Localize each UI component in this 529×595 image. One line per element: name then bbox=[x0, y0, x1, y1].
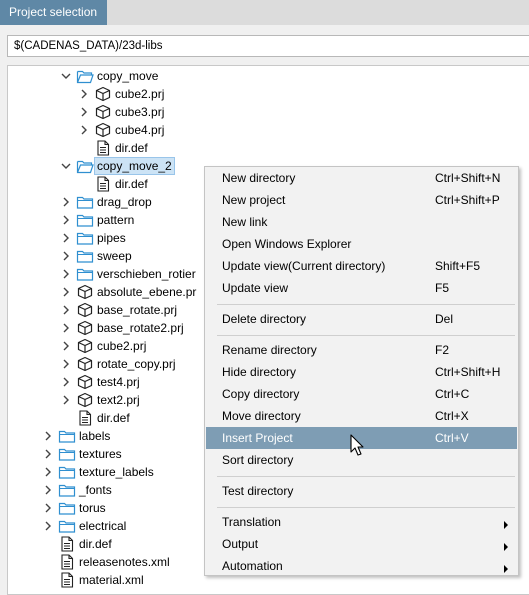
menu-item-new-directory[interactable] bbox=[206, 167, 517, 189]
file-icon bbox=[58, 572, 76, 588]
menu-item-test-directory[interactable] bbox=[206, 480, 517, 502]
tree-item-label: cube2.prj bbox=[115, 87, 165, 101]
folder-icon bbox=[58, 428, 76, 444]
project-icon bbox=[94, 104, 112, 120]
menu-item-label: Update view(Current directory) bbox=[222, 259, 386, 273]
menu-item-shortcut: Ctrl+Shift+H bbox=[435, 365, 501, 379]
menu-item-label: Move directory bbox=[222, 409, 301, 423]
tree-item-label: base_rotate2.prj bbox=[97, 321, 184, 335]
chevron-right-icon[interactable] bbox=[59, 248, 73, 264]
submenu-arrow-icon bbox=[503, 518, 509, 532]
file-icon bbox=[94, 140, 112, 156]
tree-item[interactable] bbox=[8, 67, 529, 85]
chevron-right-icon[interactable] bbox=[77, 104, 91, 120]
folder-icon bbox=[76, 212, 94, 228]
tree-item-label: pipes bbox=[97, 231, 126, 245]
context-menu bbox=[204, 166, 519, 576]
menu-item-label: Copy directory bbox=[222, 387, 300, 401]
folder-icon bbox=[76, 266, 94, 282]
menu-item-shortcut: F5 bbox=[435, 281, 450, 295]
menu-item-label: Test directory bbox=[222, 484, 294, 498]
project-icon bbox=[76, 320, 94, 336]
menu-item-move-directory[interactable] bbox=[206, 405, 517, 427]
folder-open-icon bbox=[76, 158, 94, 174]
tree-item-label: drag_drop bbox=[97, 195, 152, 209]
folder-icon bbox=[58, 500, 76, 516]
chevron-right-icon[interactable] bbox=[41, 446, 55, 462]
file-icon bbox=[58, 554, 76, 570]
chevron-right-icon[interactable] bbox=[77, 122, 91, 138]
chevron-right-icon[interactable] bbox=[59, 284, 73, 300]
tree-item-label: dir.def bbox=[115, 141, 148, 155]
chevron-right-icon[interactable] bbox=[59, 302, 73, 318]
chevron-right-icon[interactable] bbox=[59, 374, 73, 390]
menu-item-new-link[interactable] bbox=[206, 211, 517, 233]
menu-item-shortcut: Ctrl+V bbox=[435, 431, 469, 445]
folder-icon bbox=[76, 248, 94, 264]
project-icon bbox=[76, 356, 94, 372]
chevron-down-icon[interactable] bbox=[59, 68, 73, 84]
tree-item-label: test4.prj bbox=[97, 375, 140, 389]
menu-item-rename-directory[interactable] bbox=[206, 339, 517, 361]
menu-item-label: Hide directory bbox=[222, 365, 297, 379]
chevron-right-icon[interactable] bbox=[41, 464, 55, 480]
folder-icon bbox=[58, 464, 76, 480]
tree-item-label: torus bbox=[79, 501, 106, 515]
file-icon bbox=[76, 410, 94, 426]
tree-item-label: textures bbox=[79, 447, 122, 461]
chevron-down-icon[interactable] bbox=[59, 158, 73, 174]
tab-project-selection[interactable]: Project selection bbox=[0, 0, 107, 25]
tree-item-label: absolute_ebene.pr bbox=[97, 285, 197, 299]
tree-item-label: verschieben_rotier bbox=[97, 267, 196, 281]
folder-icon bbox=[76, 230, 94, 246]
tree-item-label: cube3.prj bbox=[115, 105, 165, 119]
project-icon bbox=[94, 86, 112, 102]
menu-item-label: Output bbox=[222, 537, 259, 551]
folder-icon bbox=[58, 446, 76, 462]
menu-item-copy-directory[interactable] bbox=[206, 383, 517, 405]
chevron-right-icon[interactable] bbox=[41, 518, 55, 534]
tree-item[interactable] bbox=[8, 103, 529, 121]
chevron-right-icon[interactable] bbox=[59, 356, 73, 372]
chevron-right-icon[interactable] bbox=[77, 86, 91, 102]
folder-icon bbox=[76, 194, 94, 210]
mouse-cursor-icon bbox=[350, 434, 366, 458]
chevron-right-icon[interactable] bbox=[59, 194, 73, 210]
menu-item-label: Insert Project bbox=[222, 431, 293, 445]
tree-item-label: dir.def bbox=[115, 177, 148, 191]
menu-item-shortcut: Shift+F5 bbox=[435, 259, 481, 273]
menu-item-label: New link bbox=[222, 215, 268, 229]
menu-separator bbox=[217, 335, 515, 336]
menu-item-label: New directory bbox=[222, 171, 296, 185]
chevron-right-icon[interactable] bbox=[59, 212, 73, 228]
tree-item-label: material.xml bbox=[79, 573, 144, 587]
menu-item-label: Sort directory bbox=[222, 453, 294, 467]
menu-item-update-view-current-directory[interactable] bbox=[206, 255, 517, 277]
menu-item-output[interactable] bbox=[206, 533, 517, 555]
menu-separator bbox=[217, 304, 515, 305]
menu-item-label: New project bbox=[222, 193, 286, 207]
tree-item-label: copy_move bbox=[97, 69, 159, 83]
folder-open-icon bbox=[76, 68, 94, 84]
menu-item-label: Open Windows Explorer bbox=[222, 237, 352, 251]
chevron-right-icon[interactable] bbox=[41, 482, 55, 498]
tree-item-label: texture_labels bbox=[79, 465, 154, 479]
menu-item-shortcut: Ctrl+Shift+P bbox=[435, 193, 500, 207]
menu-separator bbox=[217, 507, 515, 508]
folder-icon bbox=[58, 518, 76, 534]
project-icon bbox=[76, 374, 94, 390]
project-icon bbox=[94, 122, 112, 138]
tree-item-label: sweep bbox=[97, 249, 132, 263]
tree-item-label: dir.def bbox=[97, 411, 130, 425]
tree-item-label: _fonts bbox=[79, 483, 112, 497]
project-icon bbox=[76, 392, 94, 408]
tree-item-label: pattern bbox=[97, 213, 135, 227]
chevron-right-icon[interactable] bbox=[59, 338, 73, 354]
menu-item-translation[interactable] bbox=[206, 511, 517, 533]
tree-item-label: dir.def bbox=[79, 537, 112, 551]
tree-item-label: cube4.prj bbox=[115, 123, 165, 137]
project-icon bbox=[76, 338, 94, 354]
menu-item-hide-directory[interactable] bbox=[206, 361, 517, 383]
tab-bar bbox=[0, 0, 529, 25]
path-field[interactable]: $(CADENAS_DATA)/23d-libs bbox=[7, 35, 529, 57]
menu-item-shortcut: Del bbox=[435, 312, 454, 326]
menu-item-label: Update view bbox=[222, 281, 289, 295]
tree-item-label: electrical bbox=[79, 519, 127, 533]
tree-item[interactable] bbox=[8, 139, 529, 157]
project-icon bbox=[76, 284, 94, 300]
menu-item-open-windows-explorer[interactable] bbox=[206, 233, 517, 255]
submenu-arrow-icon bbox=[503, 540, 509, 554]
menu-item-label: Delete directory bbox=[222, 312, 307, 326]
tree-item[interactable] bbox=[8, 121, 529, 139]
menu-item-update-view[interactable] bbox=[206, 277, 517, 299]
tree-item-label: releasenotes.xml bbox=[79, 555, 170, 569]
file-icon bbox=[58, 536, 76, 552]
project-icon bbox=[76, 302, 94, 318]
file-icon bbox=[94, 176, 112, 192]
chevron-right-icon[interactable] bbox=[41, 500, 55, 516]
menu-item-shortcut: Ctrl+X bbox=[435, 409, 469, 423]
folder-icon bbox=[58, 482, 76, 498]
tree-item-label: text2.prj bbox=[97, 393, 140, 407]
tree-item[interactable] bbox=[8, 85, 529, 103]
chevron-right-icon[interactable] bbox=[59, 392, 73, 408]
tree-item-label: copy_move_2 bbox=[97, 159, 172, 173]
submenu-arrow-icon bbox=[503, 562, 509, 576]
tree-item-label: base_rotate.prj bbox=[97, 303, 178, 317]
tree-item-label: rotate_copy.prj bbox=[97, 357, 176, 371]
chevron-right-icon[interactable] bbox=[59, 230, 73, 246]
menu-item-shortcut: Ctrl+C bbox=[435, 387, 470, 401]
menu-item-automation[interactable] bbox=[206, 555, 517, 577]
menu-item-new-project[interactable] bbox=[206, 189, 517, 211]
menu-item-shortcut: F2 bbox=[435, 343, 450, 357]
chevron-right-icon[interactable] bbox=[59, 266, 73, 282]
menu-item-label: Automation bbox=[222, 559, 283, 573]
menu-separator bbox=[217, 476, 515, 477]
menu-item-shortcut: Ctrl+Shift+N bbox=[435, 171, 501, 185]
menu-item-delete-directory[interactable] bbox=[206, 308, 517, 330]
tree-item-label: labels bbox=[79, 429, 111, 443]
menu-item-label: Rename directory bbox=[222, 343, 317, 357]
chevron-right-icon[interactable] bbox=[59, 320, 73, 336]
chevron-right-icon[interactable] bbox=[41, 428, 55, 444]
tree-item-label: cube2.prj bbox=[97, 339, 147, 353]
menu-item-label: Translation bbox=[222, 515, 281, 529]
